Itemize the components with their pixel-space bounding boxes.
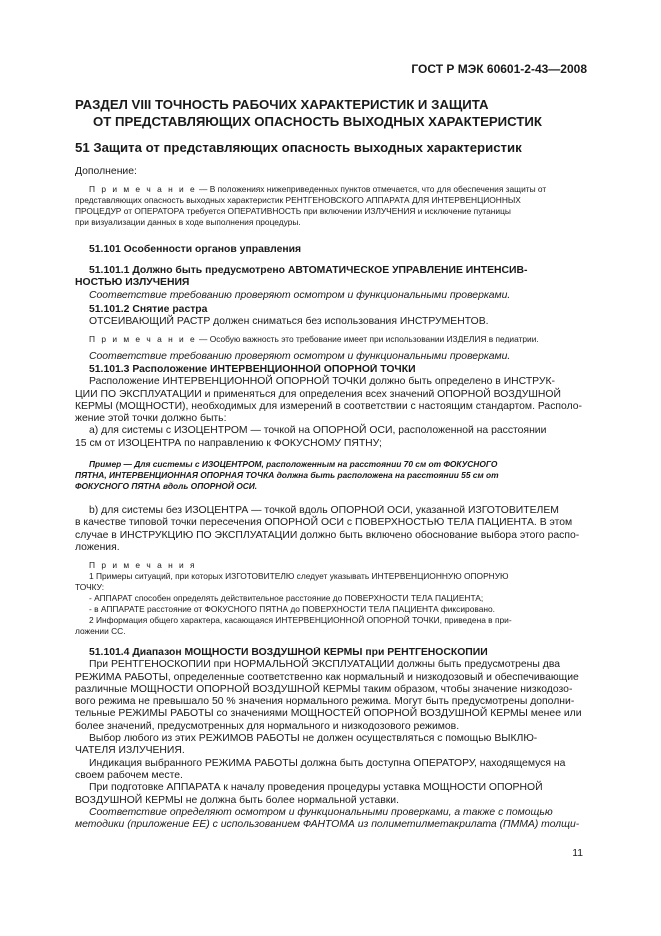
clause-text: вого режима не превышало 50 % значения нормального режима. Могут быть предусмотрены дополни-	[75, 696, 575, 708]
clause-text: 51.101.1 Должно быть предусмотрено АВТОМАТИЧЕСКОЕ УПРАВЛЕНИЕ ИНТЕНСИВ-	[89, 265, 528, 276]
section-title-line: РАЗДЕЛ VIII ТОЧНОСТЬ РАБОЧИХ ХАРАКТЕРИСТИК И ЗАЩИТА	[75, 97, 489, 112]
clause-text: жение этой точки должно быть:	[75, 413, 227, 425]
clause-text: Индикация выбранного РЕЖИМА РАБОТЫ должна быть доступна ОПЕРАТОРУ, находящемуся на	[89, 757, 566, 769]
note-text: представляющих опасность выходных характеристик РЕНТГЕНОВСКОГО АППАРАТА ДЛЯ ИНТЕРВЕНЦИОННЫХ	[75, 195, 521, 205]
clause-text: НОСТЬЮ ИЗЛУЧЕНИЯ	[75, 277, 190, 289]
document-code: ГОСТ Р МЭК 60601-2-43—2008	[411, 62, 587, 76]
note-text: - в АППАРАТЕ расстояние от ФОКУСНОГО ПЯТНА до ПОВЕРХНОСТИ ТЕЛА ПАЦИЕНТА фиксировано.	[89, 604, 495, 614]
clause-text: РЕЖИМА РАБОТЫ, определенные соответственно как нормальный и низкодозовый и обеспечивающие	[75, 671, 579, 683]
clause-text: более значений, предусмотренных для нормального и низкодозового режимов.	[75, 720, 460, 732]
note-text: - АППАРАТ способен определять действительное расстояние до ПОВЕРХНОСТИ ТЕЛА ПАЦИЕНТА;	[89, 593, 484, 603]
compliance-text: Соответствие требованию проверяют осмотром и функциональными проверками.	[89, 351, 511, 362]
clause-51-101-3	[75, 364, 585, 450]
note-text: — Особую важность это требование имеет при использовании ИЗДЕЛИЯ в педиатрии.	[196, 334, 539, 344]
note-label: П р и м е ч а н и е	[89, 184, 197, 194]
clause-51-101-3-b	[75, 505, 585, 554]
clause-text: в качестве типовой точки пересечения ОПОРНОЙ ОСИ с ПОВЕРХНОСТЬЮ ТЕЛА ПАЦИЕНТА. В этом	[75, 517, 573, 529]
compliance-text: Соответствие требованию проверяют осмотром и функциональными проверками.	[89, 289, 511, 301]
clause-title: 51.101.2 Снятие растра	[89, 304, 208, 315]
clause-text: При подготовке АППАРАТА к началу проведения процедуры уставка МОЩНОСТИ ОПОРНОЙ	[89, 782, 543, 794]
compliance-text: методики (приложение ЕЕ) с использованием ФАНТОМА из полиметилметакрилата (ПММА) толщи-	[75, 819, 580, 831]
clause-text: КЕРМЫ (МОЩНОСТИ), необходимых для измерений в соответствии с настоящим стандартом. Располо-	[75, 400, 583, 412]
clause-title: 51.101.4 Диапазон МОЩНОСТИ ВОЗДУШНОЙ КЕРМЫ при РЕНТГЕНОСКОПИИ	[89, 647, 488, 658]
note-text: — В положениях нижеприведенных пунктов отмечается, что для обеспечения защиты от	[196, 184, 547, 194]
clause-text: ВОЗДУШНОЙ КЕРМЫ не должна быть более нормальной уставки.	[75, 794, 399, 806]
note-text: 1 Примеры ситуаций, при которых ИЗГОТОВИТЕЛЮ следует указывать ИНТЕРВЕНЦИОННУЮ ОПОРНУЮ	[89, 571, 509, 581]
example-text: Пример — Для системы с ИЗОЦЕНТРОМ, расположенным на расстоянии 70 см от ФОКУСНОГО	[89, 459, 498, 469]
clause-text: Расположение ИНТЕРВЕНЦИОННОЙ ОПОРНОЙ ТОЧКИ должно быть определено в ИНСТРУК-	[89, 376, 555, 388]
clause-text: 15 см от ИЗОЦЕНТРА по направлению к ФОКУСНОМУ ПЯТНУ;	[75, 437, 382, 449]
clause-text: ЧАТЕЛЯ ИЗЛУЧЕНИЯ.	[75, 745, 185, 757]
clause-51-title: 51 Защита от представляющих опасность выходных характеристик	[75, 140, 522, 155]
clause-text: случае в ИНСТРУКЦИЮ ПО ЭКСПЛУАТАЦИИ должно быть включено обоснование выбора этого распо-	[75, 529, 580, 541]
notes-block	[75, 560, 585, 637]
clause-51-101-1	[75, 265, 585, 302]
clause-text: различные МОЩНОСТИ ОПОРНОЙ ВОЗДУШНОЙ КЕРМЫ таким образом, чтобы значение низкодозо-	[75, 683, 573, 695]
section-title-line: ОТ ПРЕДСТАВЛЯЮЩИХ ОПАСНОСТЬ ВЫХОДНЫХ ХАРАКТЕРИСТИК	[93, 114, 542, 129]
compliance-text: Соответствие определяют осмотром и функциональными проверками, а также с помощью	[89, 806, 553, 818]
section-title	[75, 96, 595, 130]
clause-51-101-4	[75, 647, 585, 831]
clause-title: 51.101.3 Расположение ИНТЕРВЕНЦИОННОЙ ОПОРНОЙ ТОЧКИ	[89, 364, 416, 375]
note-text: 2 Информация общего характера, касающаяся ИНТЕРВЕНЦИОННОЙ ОПОРНОЙ ТОЧКИ, приведена в при-	[89, 615, 512, 625]
clause-51-101-2	[75, 304, 585, 329]
note-text: ложении СС.	[75, 626, 126, 636]
clause-text: Выбор любого из этих РЕЖИМОВ РАБОТЫ не должен осуществляться с помощью ВЫКЛЮ-	[89, 733, 538, 745]
note-text: ТОЧКУ:	[75, 582, 105, 592]
addition-label: Дополнение:	[75, 166, 137, 177]
note-text: ПРОЦЕДУР от ОПЕРАТОРА требуется ОПЕРАТИВНОСТЬ при включении ИЗЛУЧЕНИЯ и исключение путаницы	[75, 206, 511, 216]
example-text: ПЯТНА, ИНТЕРВЕНЦИОННАЯ ОПОРНАЯ ТОЧКА должна быть расположена на расстоянии 55 см от	[75, 470, 499, 480]
clause-text: При РЕНТГЕНОСКОПИИ при НОРМАЛЬНОЙ ЭКСПЛУАТАЦИИ должны быть предусмотрены два	[89, 659, 560, 671]
page-number: 11	[572, 848, 583, 859]
example	[75, 459, 585, 492]
clause-text: тельные РЕЖИМЫ РАБОТЫ со значениями МОЩНОСТЕЙ ОПОРНОЙ ВОЗДУШНОЙ КЕРМЫ менее или	[75, 708, 582, 720]
clause-text: а) для системы с ИЗОЦЕНТРОМ — точкой на ОПОРНОЙ ОСИ, расположенной на расстоянии	[89, 425, 547, 437]
clause-51-101-title: 51.101 Особенности органов управления	[89, 244, 302, 255]
clause-text: своем рабочем месте.	[75, 769, 183, 781]
clause-text: b) для системы без ИЗОЦЕНТРА — точкой вдоль ОПОРНОЙ ОСИ, указанной ИЗГОТОВИТЕЛЕМ	[89, 505, 559, 516]
note-1	[75, 184, 585, 228]
notes-label: П р и м е ч а н и я	[89, 560, 197, 570]
example-text: ФОКУСНОГО ПЯТНА вдоль ОПОРНОЙ ОСИ.	[75, 481, 258, 491]
clause-text: ложения.	[75, 541, 120, 553]
clause-text: ОТСЕИВАЮЩИЙ РАСТР должен сниматься без использования ИНСТРУМЕНТОВ.	[89, 316, 489, 328]
note-2	[75, 334, 585, 345]
note-label: П р и м е ч а н и е	[89, 334, 197, 344]
clause-text: ЦИИ ПО ЭКСПЛУАТАЦИИ и применяться для определения всех значений ОПОРНОЙ ВОЗДУШНОЙ	[75, 388, 561, 400]
note-text: при визуализации данных в ходе выполнения процедуры.	[75, 217, 301, 227]
